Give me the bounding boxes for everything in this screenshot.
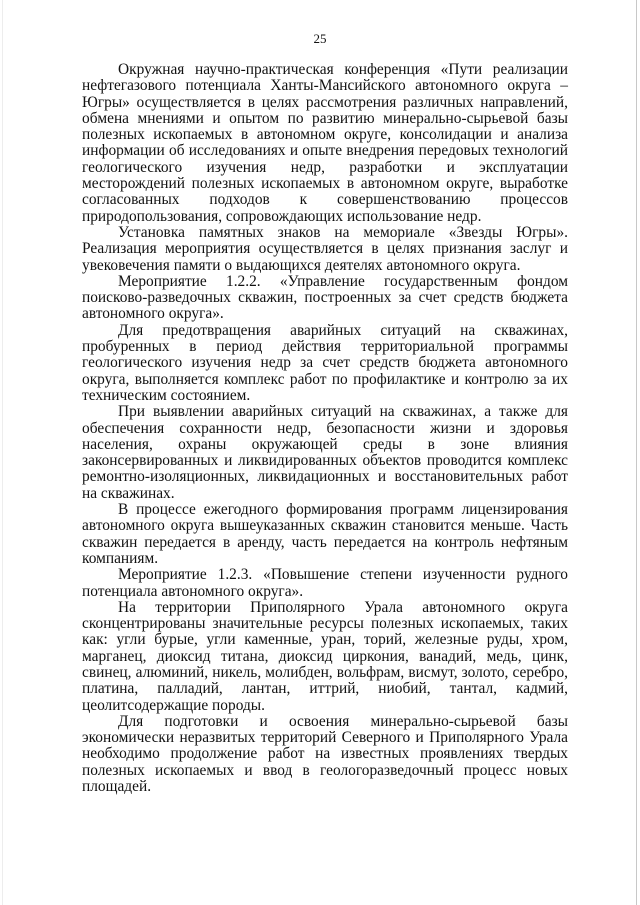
scan-edge-right (636, 0, 637, 905)
paragraph-measure-1-2-3: Мероприятие 1.2.3. «Повышение степени изученности рудного потенциала автономного округа». (82, 566, 568, 600)
paragraph-development: Для подготовки и освоения минерально-сырьевой базы экономически неразвитых территорий Северного и Приполярного Урала необходимо продолжение работ на известных проявлениях твердых полезных ископаемых и ввод в геологоразведочный процесс новых площадей. (82, 712, 568, 796)
paragraph-licensing: В процессе ежегодного формирования программ лицензирования автономного округа вышеуказанных скважин становится меньше. Часть скважин передается в аренду, часть передается на контроль нефтяным компаниям. (82, 501, 568, 567)
paragraph-conference: Окружная научно-практическая конференция «Пути реализации нефтегазового потенциала Ханты-Мансийского автономного округа – Югры» осуществляется в целях рассмотрения различных направлений, обмена мнениями и опытом по развитию минерально-сырьевой базы полезных ископаемых в автономном округе, консолидации и анализа информации об исследованиях и опыте внедрения передовых технологий геологического изучения недр, разработки и эксплуатации месторождений полезных ископаемых в автономном округе, выработке согласованных подходов к совершенствованию процессов природопользования, сопровождающих использование недр. (82, 61, 568, 225)
scan-edge-left (2, 0, 3, 905)
paragraph-emergency: При выявлении аварийных ситуаций на скважинах, а также для обеспечения сохранности недр, безопасности жизни и здоровья населения, охраны окружающей среды в зоне влияния законсервированных и ликвидированных объектов проводится комплекс ремонтно-изоляционных, ликвидационных и восстановительных работ на скважинах. (82, 403, 568, 502)
paragraph-measure-1-2-2: Мероприятие 1.2.2. «Управление государственным фондом поисково-разведочных скважин, построенных за счет средств бюджета автономного округа». (82, 272, 568, 323)
page-number: 25 (313, 31, 327, 46)
document-body (82, 62, 568, 795)
paragraph-memorial: Установка памятных знаков на мемориале «Звезды Югры». Реализация мероприятия осуществляется в целях признания заслуг и увековечения памяти о выдающихся деятелях автономного округа. (82, 223, 568, 274)
paragraph-resources: На территории Приполярного Урала автономного округа сконцентрированы значительные ресурсы полезных ископаемых, таких как: угли бурые, угли каменные, уран, торий, железные руды, хром, марганец, диоксид титана, диоксид циркония, ванадий, медь, цинк, свинец, алюминий, никель, молибден, вольфрам, висмут, золото, серебро, платина, палладий, лантан, иттрий, ниобий, тантал, кадмий, цеолитсодержащие породы. (82, 598, 568, 714)
paragraph-prevention: Для предотвращения аварийных ситуаций на скважинах, пробуренных в период действия территориальной программы геологического изучения недр за счет средств бюджета автономного округа, выполняется комплекс работ по профилактике и контролю за их техническим состоянием. (82, 321, 568, 404)
